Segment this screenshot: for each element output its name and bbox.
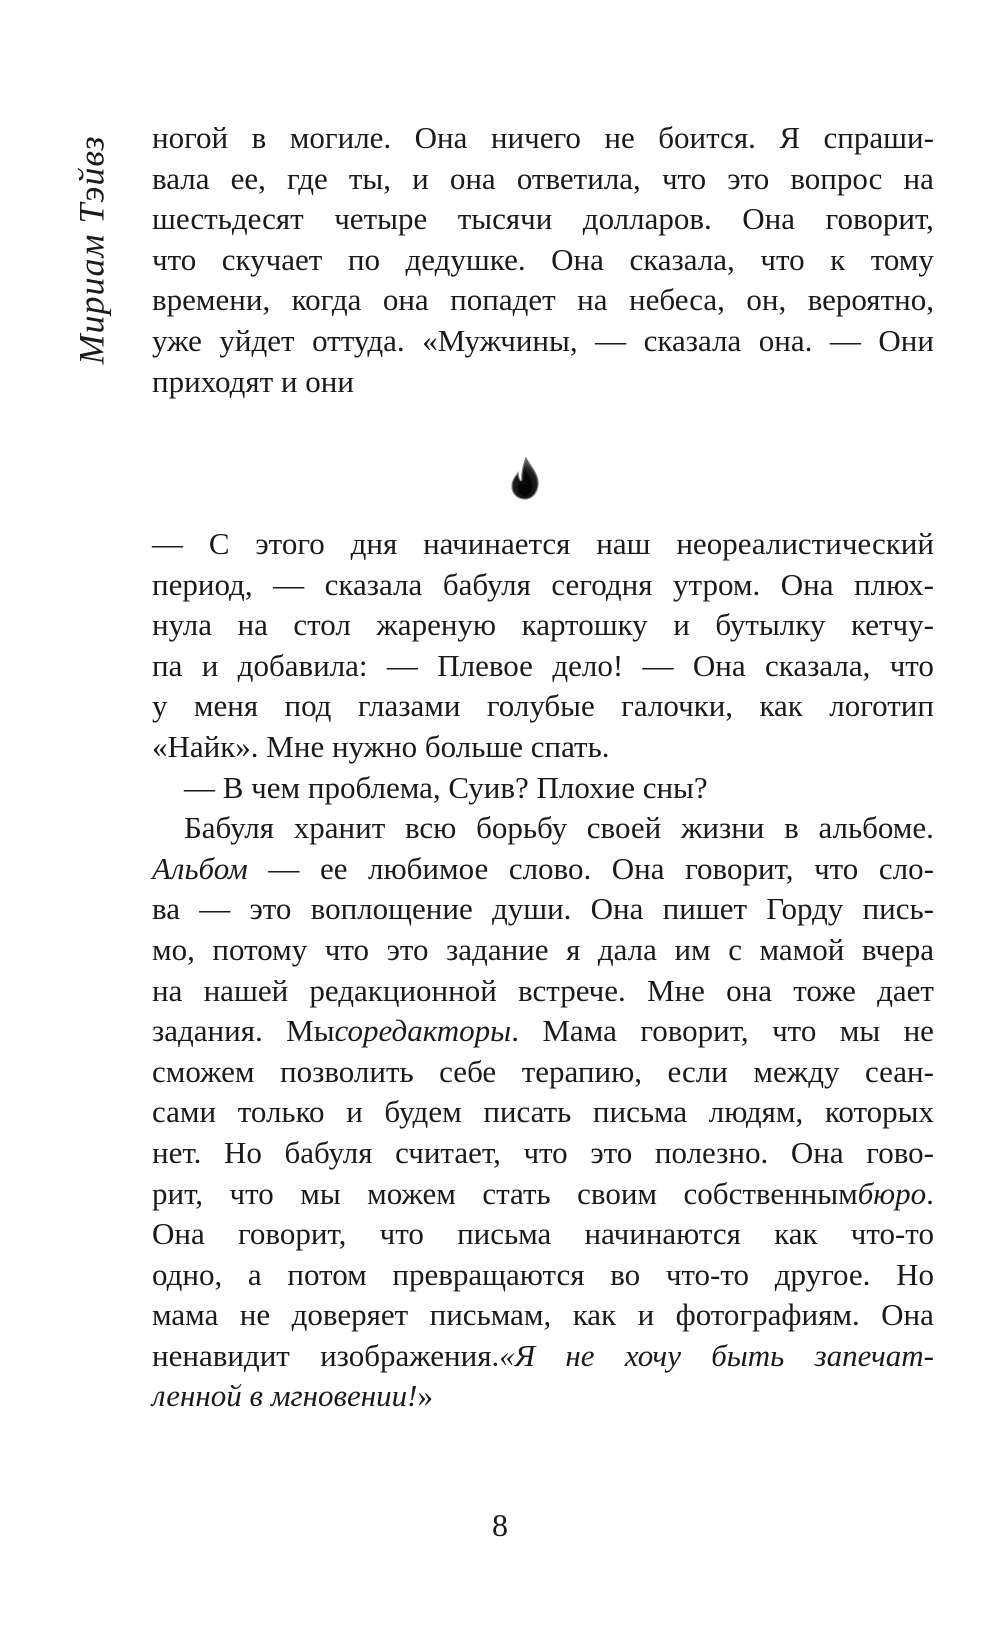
text-line: шестьдесят четыре тысячи долларов. Она говорит, bbox=[152, 201, 934, 237]
text-line: ленной в мгновении! » bbox=[152, 1378, 433, 1414]
text-line: вала ее, где ты, и она ответила, что это вопрос на bbox=[152, 160, 934, 196]
running-head-author bbox=[70, 110, 114, 390]
page-number: 8 bbox=[492, 1507, 508, 1543]
text-line: задания. Мысоредакторы. Мама говорит, что мы не bbox=[152, 1013, 934, 1049]
text-block-2 bbox=[152, 524, 934, 1417]
text-line: Она говорит, что письма начинаются как что-то bbox=[152, 1216, 934, 1252]
text-line: — С этого дня начинается наш неореалистический bbox=[152, 526, 934, 561]
text-line: «Найк». Мне нужно больше спать. bbox=[152, 728, 610, 764]
author-name: Мириам Тэйвз bbox=[72, 135, 112, 365]
text-line: рит, что мы можем стать своим собственнымбюро. bbox=[152, 1175, 934, 1211]
text-line: ва — это воплощение души. Она пишет Горду пись- bbox=[152, 891, 934, 927]
text-line: мама не доверяет письмам, как и фотографиям. Она bbox=[152, 1297, 934, 1333]
text-line: ненавидит изображения.«Я не хочу быть запечат- bbox=[152, 1337, 934, 1373]
text-line: — В чем проблема, Суив? Плохие сны? bbox=[184, 769, 708, 805]
text-line: ногой в могиле. Она ничего не боится. Я спраши- bbox=[152, 120, 934, 155]
text-line: мо, потому что это задание я дала им с мамой вчера bbox=[152, 931, 934, 967]
text-line: нет. Но бабуля считает, что это полезно. Она гово- bbox=[152, 1134, 934, 1170]
text-line: Бабуля хранит всю борьбу своей жизни в альбоме. bbox=[184, 810, 934, 846]
text-line: сможем позволить себе терапию, если между сеан- bbox=[152, 1053, 934, 1089]
text-line: сами только и будем писать письма людям, которых bbox=[152, 1094, 934, 1130]
text-line: нула на стол жареную картошку и бутылку кетчу- bbox=[152, 607, 934, 643]
text-line: па и добавила: — Плевое дело! — Она сказала, что bbox=[152, 647, 934, 683]
flame-ornament-icon bbox=[508, 456, 542, 500]
text-line: уже уйдет оттуда. «Мужчины, — сказала она. — Они bbox=[152, 322, 934, 358]
text-line: период, — сказала бабуля сегодня утром. Она плюх- bbox=[152, 566, 934, 602]
text-line: у меня под глазами голубые галочки, как логотип bbox=[152, 688, 934, 724]
text-line: приходят и они bbox=[152, 363, 354, 399]
text-line: на нашей редакционной встрече. Мне она тоже дает bbox=[152, 972, 934, 1008]
text-line: Альбом — ее любимое слово. Она говорит, что сло- bbox=[152, 850, 934, 886]
text-line: времени, когда она попадет на небеса, он, вероятно, bbox=[152, 282, 934, 318]
text-line: что скучает по дедушке. Она сказала, что к тому bbox=[152, 241, 934, 277]
text-block-1 bbox=[152, 118, 934, 402]
text-line: одно, а потом превращаются во что-то другое. Но bbox=[152, 1256, 934, 1292]
